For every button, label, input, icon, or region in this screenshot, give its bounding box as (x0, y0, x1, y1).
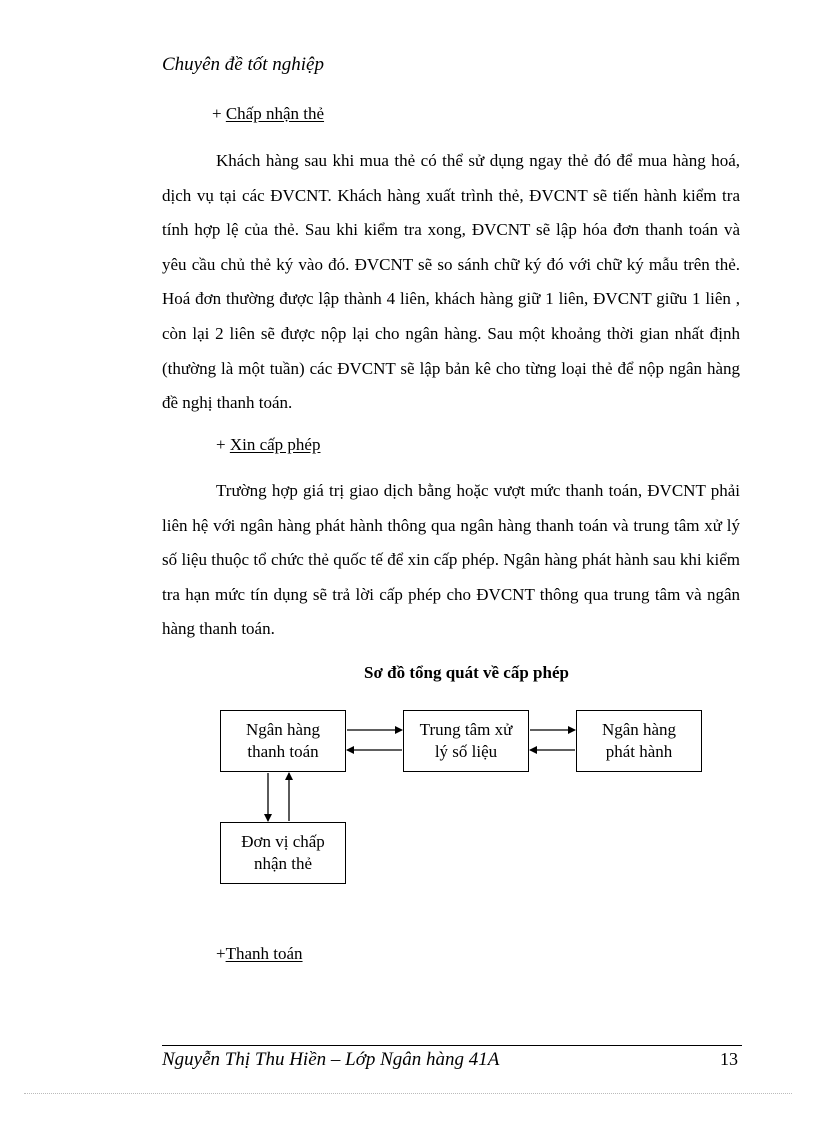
diagram-title: Sơ đồ tổng quát về cấp phép (364, 663, 569, 682)
box-label-line: Trung tâm xử (419, 720, 513, 739)
footer-divider (162, 1045, 742, 1046)
box-label-line: Đơn vị chấp (241, 832, 325, 851)
box-label-line: lý số liệu (434, 742, 498, 761)
heading-prefix: + (212, 104, 226, 123)
box-label-line: phát hành (605, 742, 673, 761)
heading-text: Thanh toán (225, 944, 303, 963)
paragraph-card-acceptance: Khách hàng sau khi mua thẻ có thể sử dụng ngay thẻ đó để mua hàng hoá, dịch vụ tại các ĐVCNT. Khách hàng xuất trình thẻ, ĐVCNT sẽ tiến hành kiểm tra tính hợp lệ của thẻ. Sau khi kiểm tra xong, ĐVCNT sẽ lập hóa đơn thanh toán và yêu cầu chủ thẻ ký vào đó. ĐVCNT sẽ so sánh chữ ký đó với chữ ký mẫu trên thẻ. Hoá đơn thường được lập thành 4 liên, khách hàng giữ 1 liên, ĐVCNT giữu 1 liên , còn lại 2 liên sẽ được nộp lại cho ngân hàng. Sau một khoảng thời gian nhất định (thường là một tuần) các ĐVCNT sẽ lập bản kê cho từng loại thẻ để nộp ngân hàng đề nghị thanh toán. (162, 151, 740, 413)
page-header: Chuyên đề tốt nghiệp (162, 54, 324, 75)
page-number: 13 (720, 1049, 738, 1069)
page-bottom-dotted-rule (24, 1093, 792, 1094)
section-heading-payment (216, 944, 303, 964)
box-label-line: Ngân hàng (601, 720, 677, 739)
heading-prefix: + (216, 435, 230, 454)
footer-author: Nguyễn Thị Thu Hiền – Lớp Ngân hàng 41A (162, 1049, 500, 1070)
heading-text: Chấp nhận thẻ (225, 104, 325, 123)
box-label-line: nhận thẻ (253, 854, 313, 873)
paragraph-authorization: Trường hợp giá trị giao dịch bằng hoặc vượt mức thanh toán, ĐVCNT phải liên hệ với ngân hàng phát hành thông qua ngân hàng thanh toán và trung tâm xử lý số liệu thuộc tổ chức thẻ quốc tế để xin cấp phép. Ngân hàng phát hành sau khi kiểm tra hạn mức tín dụng sẽ trả lời cấp phép cho ĐVCNT thông qua trung tâm và ngân hàng thanh toán. (162, 481, 740, 639)
heading-text: Xin cấp phép (229, 435, 321, 454)
heading-prefix: + (216, 944, 226, 963)
box-label-line: Ngân hàng (245, 720, 321, 739)
box-label-line: thanh toán (247, 742, 319, 761)
